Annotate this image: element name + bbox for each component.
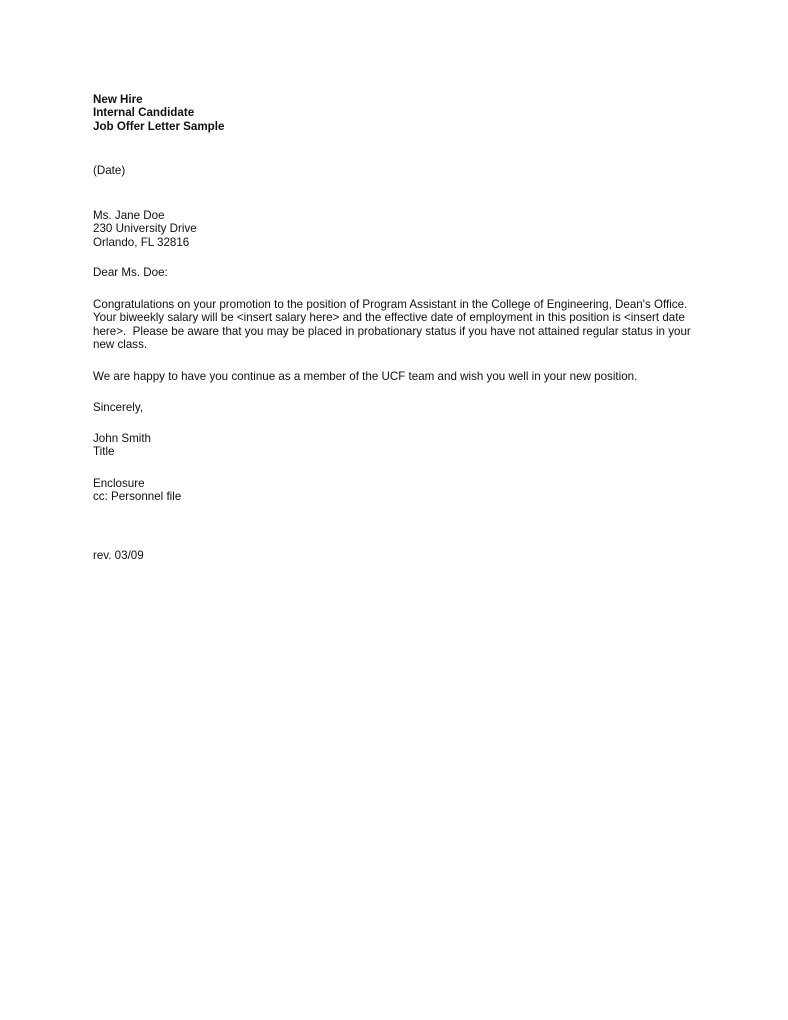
paragraph-1-line-3: here>. Please be aware that you may be placed in probationary status if you have not attained regular status in your [93, 324, 691, 338]
salutation [93, 266, 703, 279]
salutation-text: Dear Ms. Doe: [93, 266, 168, 279]
revision-text: rev. 03/09 [93, 549, 144, 562]
paragraph-2-text: We are happy to have you continue as a member of the UCF team and wish you well in your new position. [93, 370, 638, 383]
recipient-street: 230 University Drive [93, 222, 197, 236]
body-paragraph-2 [93, 370, 703, 383]
letter-heading [93, 93, 703, 133]
enclosure-block [93, 477, 703, 504]
signer-title: Title [93, 445, 115, 459]
body-paragraph-1 [93, 298, 703, 352]
letter-date [93, 164, 703, 177]
closing-text: Sincerely, [93, 401, 144, 414]
signature-block [93, 432, 703, 459]
recipient-address [93, 209, 703, 249]
heading-line-new-hire: New Hire [93, 93, 143, 106]
closing [93, 401, 703, 414]
paragraph-1-line-4: new class. [93, 338, 148, 352]
paragraph-1-line-1: Congratulations on your promotion to the position of Program Assistant in the College of Engineering, Dean's Office. [93, 298, 688, 311]
heading-line-title: Job Offer Letter Sample [93, 119, 225, 133]
recipient-city-state-zip: Orlando, FL 32816 [93, 235, 190, 249]
heading-line-internal-candidate: Internal Candidate [93, 106, 195, 120]
date-text: (Date) [93, 164, 126, 177]
enclosure-text: Enclosure [93, 477, 145, 490]
paragraph-1-line-2: Your biweekly salary will be <insert salary here> and the effective date of employment in this position is <insert date [93, 311, 685, 325]
signer-name: John Smith [93, 432, 151, 445]
revision-note [93, 549, 703, 562]
cc-text: cc: Personnel file [93, 490, 182, 504]
recipient-name: Ms. Jane Doe [93, 209, 165, 222]
